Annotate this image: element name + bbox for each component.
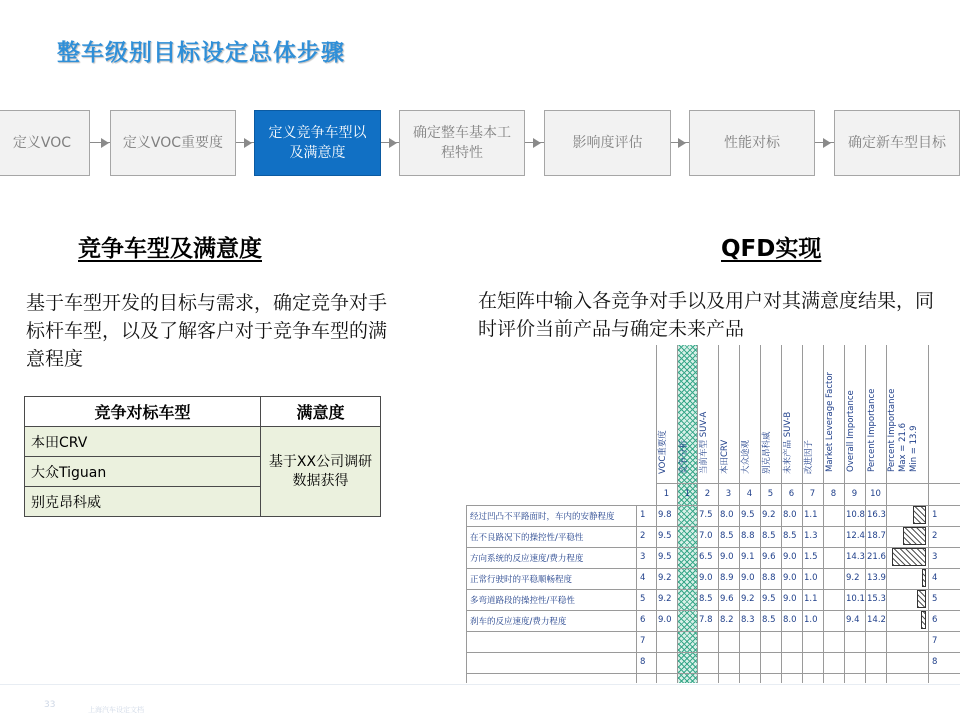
qfd-row-number: 5	[640, 594, 646, 604]
grid-row-line	[466, 631, 960, 632]
grid-column-line	[739, 345, 740, 683]
qfd-column-header: Overall Importance	[846, 390, 856, 472]
qfd-value: 1.1	[804, 510, 818, 520]
qfd-value: 6.5	[699, 552, 713, 562]
qfd-column-header: Market Leverage Factor	[825, 371, 835, 472]
grid-column-line	[865, 345, 866, 683]
qfd-value: 8.9	[720, 573, 734, 583]
qfd-value: 9.2	[658, 594, 672, 604]
qfd-value: 8.0	[720, 510, 734, 520]
qfd-column-header: Percent Importance	[887, 388, 897, 472]
qfd-value: 10.1	[846, 594, 865, 604]
qfd-value: 1.3	[804, 531, 818, 541]
competitor-description: 基于车型开发的目标与需求，确定竞争对手标杆车型，以及了解客户对于竞争车型的满意程度	[26, 292, 388, 370]
qfd-value: 9.6	[762, 552, 776, 562]
qfd-value: 9.1	[741, 552, 755, 562]
qfd-column-header: Max = 21.6	[898, 422, 908, 472]
qfd-value: 8.5	[762, 615, 776, 625]
grid-column-line	[760, 345, 761, 683]
qfd-value: 8.3	[741, 615, 755, 625]
qfd-value: 9.0	[658, 615, 672, 625]
step-engineering-characteristics[interactable]: 确定整车基本工程特性	[399, 110, 525, 176]
arrow-right-icon	[101, 138, 109, 148]
qfd-value: 15.3	[867, 594, 886, 604]
qfd-description: 在矩阵中输入各竞争对手以及用户对其满意度结果，同时评价当前产品与确定未来产品	[478, 290, 935, 340]
qfd-row-number: 3	[640, 552, 646, 562]
grid-column-line	[636, 505, 637, 683]
grid-row-line	[656, 483, 960, 484]
qfd-value: 9.6	[720, 594, 734, 604]
qfd-row-label: 多弯道路段的操控性/平稳性	[470, 596, 575, 606]
qfd-row-number: 4	[640, 573, 646, 583]
percent-importance-bar	[922, 569, 926, 587]
qfd-row-number: 2	[932, 531, 938, 541]
qfd-value: 9.2	[762, 510, 776, 520]
qfd-value: 1.1	[804, 594, 818, 604]
qfd-column-header: 大众途观	[741, 439, 751, 474]
qfd-column-number: 7	[809, 489, 816, 499]
qfd-value: 14.3	[846, 552, 865, 562]
qfd-column-number: 6	[788, 489, 795, 499]
qfd-value: 13.9	[867, 573, 886, 583]
qfd-row-number: 8	[932, 657, 938, 667]
footer-text: 上海汽车设定文档	[88, 706, 144, 714]
qfd-heading: QFD实现	[721, 236, 822, 262]
satisfaction-cell: 基于XX公司调研数据获得	[261, 427, 381, 517]
qfd-value: 9.4	[846, 615, 860, 625]
qfd-row-number: 1	[932, 510, 938, 520]
grid-row-line	[466, 652, 960, 653]
percent-importance-bar	[921, 611, 926, 629]
qfd-column-number: 10	[870, 489, 881, 499]
qfd-row-number: 8	[640, 657, 646, 667]
grid-row-line	[466, 505, 960, 506]
qfd-column-number: 1	[684, 489, 691, 499]
competitor-heading: 竞争车型及满意度	[78, 236, 262, 262]
qfd-value: 14.2	[867, 615, 886, 625]
qfd-row-number: 6	[640, 615, 646, 625]
grid-column-line	[844, 345, 845, 683]
table-row-competitor: 别克昂科威	[25, 487, 261, 517]
qfd-value: 9.0	[783, 573, 797, 583]
arrow-right-icon	[823, 138, 831, 148]
grid-column-line	[928, 345, 929, 683]
grid-column-line	[656, 345, 657, 683]
step-performance-benchmark[interactable]: 性能对标	[689, 110, 815, 176]
table-header-satisfaction: 满意度	[261, 397, 381, 427]
qfd-value: 9.0	[783, 594, 797, 604]
qfd-value: 9.5	[762, 594, 776, 604]
qfd-value: 9.0	[741, 573, 755, 583]
grid-row-line	[466, 610, 960, 611]
qfd-value: 8.2	[720, 615, 734, 625]
qfd-value: 9.0	[783, 552, 797, 562]
qfd-value: 9.5	[658, 531, 672, 541]
qfd-column-number: 3	[725, 489, 732, 499]
grid-row-line	[466, 526, 960, 527]
qfd-value: 9.0	[720, 552, 734, 562]
qfd-column-number: 9	[851, 489, 858, 499]
page-title: 整车级别目标设定总体步骤	[57, 40, 345, 66]
qfd-value: 8.5	[720, 531, 734, 541]
table-row-competitor: 大众Tiguan	[25, 457, 261, 487]
qfd-value: 10.8	[846, 510, 865, 520]
qfd-row-label: 经过凹凸不平路面时，车内的安静程度	[470, 512, 615, 522]
qfd-column-header: Min = 13.9	[909, 425, 919, 472]
percent-importance-bar	[913, 506, 926, 524]
grid-row-line	[466, 673, 960, 674]
qfd-row-number: 2	[640, 531, 646, 541]
qfd-value: 9.2	[741, 594, 755, 604]
qfd-row-number: 5	[932, 594, 938, 604]
qfd-value: 12.4	[846, 531, 865, 541]
qfd-row-number: 6	[932, 615, 938, 625]
grid-row-line	[466, 568, 960, 569]
qfd-value: 9.8	[658, 510, 672, 520]
qfd-column-header: 别克昂科威	[762, 431, 772, 474]
grid-column-line	[802, 345, 803, 683]
qfd-value: 9.2	[846, 573, 860, 583]
qfd-row-label: 刹车的反应速度/费力程度	[470, 617, 567, 627]
grid-column-line	[466, 505, 467, 683]
qfd-value: 8.0	[783, 615, 797, 625]
qfd-matrix	[466, 345, 960, 683]
qfd-value: 18.7	[867, 531, 886, 541]
qfd-value: 8.8	[762, 573, 776, 583]
qfd-column-number: 5	[767, 489, 774, 499]
qfd-row-label: 方向系统的反应速度/费力程度	[470, 554, 584, 564]
qfd-value: 1.0	[804, 573, 818, 583]
qfd-column-header: VOC重要度	[658, 430, 668, 474]
qfd-row-number: 3	[932, 552, 938, 562]
qfd-value: 7.0	[699, 531, 713, 541]
qfd-column-header: 当前车型 SUV-A	[699, 411, 709, 474]
qfd-value: 21.6	[867, 552, 886, 562]
qfd-value: 9.2	[658, 573, 672, 583]
qfd-value: 9.5	[741, 510, 755, 520]
qfd-row-number: 1	[640, 510, 646, 520]
qfd-column-number: 4	[746, 489, 753, 499]
qfd-column-header: 本田CRV	[720, 439, 730, 474]
percent-importance-bar	[917, 590, 926, 608]
qfd-value: 7.5	[699, 510, 713, 520]
grid-column-line	[697, 345, 698, 683]
qfd-value: 16.3	[867, 510, 886, 520]
percent-importance-bar	[892, 548, 926, 566]
process-flow	[0, 110, 960, 176]
step-voc-importance[interactable]: 定义VOC重要度	[110, 110, 236, 176]
table-row-competitor: 本田CRV	[25, 427, 261, 457]
qfd-value: 8.0	[783, 510, 797, 520]
page-number: 33	[44, 700, 56, 710]
step-impact-assessment[interactable]: 影响度评估	[544, 110, 671, 176]
qfd-row-number: 7	[932, 636, 938, 646]
qfd-value: 9.0	[699, 573, 713, 583]
grid-row-line	[466, 589, 960, 590]
step-new-model-targets[interactable]: 确定新车型目标	[834, 110, 960, 176]
percent-importance-bar	[903, 527, 926, 545]
arrow-right-icon	[678, 138, 686, 148]
arrow-right-icon	[533, 138, 541, 148]
grid-column-line	[781, 345, 782, 683]
arrow-right-icon	[244, 138, 252, 148]
qfd-row-number: 7	[640, 636, 646, 646]
qfd-column-number: 8	[830, 489, 837, 499]
grid-column-line	[823, 345, 824, 683]
table-header-competitor: 竞争对标车型	[25, 397, 261, 427]
qfd-value: 8.8	[741, 531, 755, 541]
qfd-value: 7.8	[699, 615, 713, 625]
qfd-value: 8.5	[783, 531, 797, 541]
qfd-value: 1.5	[804, 552, 818, 562]
hatched-column	[677, 345, 697, 683]
qfd-column-header: Percent Importance	[867, 388, 877, 472]
qfd-value: 8.5	[762, 531, 776, 541]
qfd-value: 8.5	[699, 594, 713, 604]
qfd-column-header: 改进因子	[804, 439, 814, 474]
qfd-column-header: 竞争分析	[679, 439, 689, 474]
qfd-column-header: 未来产品 SUV-B	[783, 411, 793, 474]
competitor-table	[24, 396, 381, 517]
qfd-row-number: 4	[932, 573, 938, 583]
step-competitor-satisfaction[interactable]: 定义竞争车型以及满意度	[254, 110, 381, 176]
qfd-value: 9.5	[658, 552, 672, 562]
qfd-row-label: 在不良路况下的操控性/平稳性	[470, 533, 584, 543]
step-define-voc[interactable]: 定义VOC	[0, 110, 90, 176]
qfd-column-number: 2	[704, 489, 711, 499]
grid-column-line	[677, 345, 678, 683]
grid-row-line	[466, 547, 960, 548]
qfd-value: 1.0	[804, 615, 818, 625]
qfd-column-number: 1	[663, 489, 670, 499]
arrow-right-icon	[389, 138, 397, 148]
grid-column-line	[718, 345, 719, 683]
qfd-row-label: 正常行驶时的平稳顺畅程度	[470, 575, 573, 585]
footer-divider	[0, 684, 960, 685]
